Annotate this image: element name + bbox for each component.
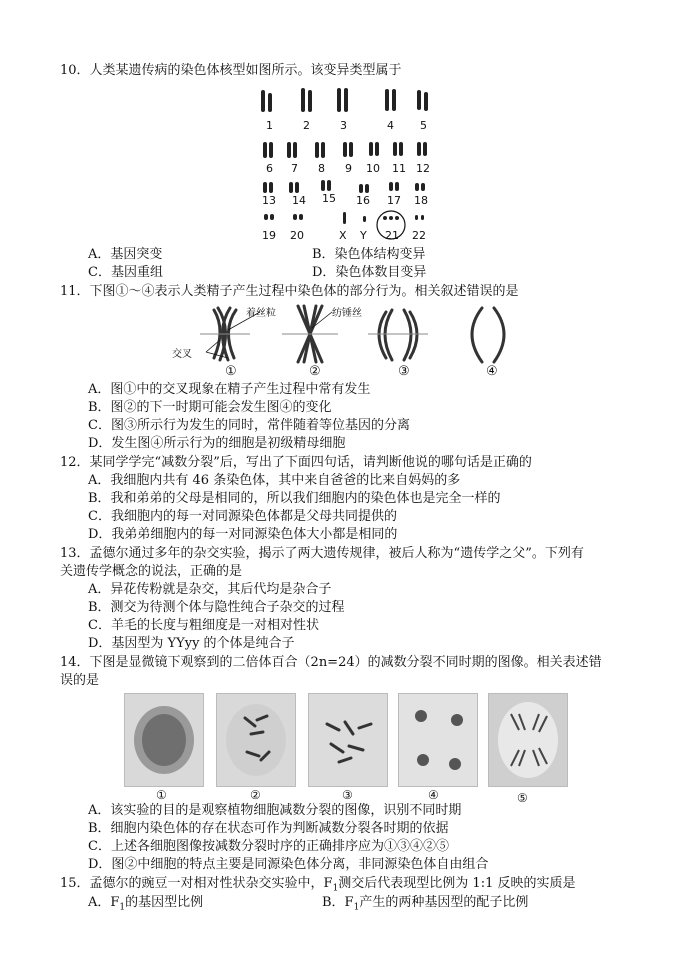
karyotype-label: 19 xyxy=(262,229,276,242)
figure-panel-label: ④ xyxy=(486,364,498,379)
q15-option-b-part: 产生的两种基因型的配子比例 xyxy=(359,895,529,910)
karyotype-label: 2 xyxy=(303,119,310,132)
q15-subscript: 1 xyxy=(353,902,360,913)
q11-option-c: C．图③所示行为发生的同时，常伴随着等位基因的分离 xyxy=(88,418,410,433)
q13-stem-line1: 13．孟德尔通过多年的杂交实验，揭示了两大遗传规律，被后人称为“遗传学之父”。下列有 xyxy=(60,546,584,561)
karyotype-label: 8 xyxy=(318,162,325,175)
karyotype-label: 4 xyxy=(387,119,394,132)
karyotype-label: 15 xyxy=(322,192,336,205)
crossover-label: 交叉 xyxy=(172,349,192,360)
micrograph-panel-1 xyxy=(124,693,204,787)
centromere-label: 着丝粒 xyxy=(246,308,276,319)
karyotype-label: 5 xyxy=(420,119,427,132)
q12-option-d: D．我弟弟细胞内的每一对同源染色体大小都是相同的 xyxy=(88,527,398,542)
q14-stem-line1: 14．下图是显微镜下观察到的二倍体百合（2n=24）的减数分裂不同时期的图像。相关表述错 xyxy=(60,655,602,670)
q13-option-a: A．异花传粉就是杂交，其后代均是杂合子 xyxy=(88,582,332,597)
micrograph-label: ③ xyxy=(342,788,353,802)
micrograph-label: ② xyxy=(250,788,261,802)
karyotype-label: 6 xyxy=(266,162,273,175)
q13-stem-line2: 关遗传学概念的说法，正确的是 xyxy=(60,564,243,579)
karyotype-label: Y xyxy=(360,229,367,242)
karyotype-label: 16 xyxy=(356,194,370,207)
q15-option-b-part: B．F xyxy=(322,895,354,910)
q14-option-c: C．上述各细胞图像按减数分裂时序的正确排序应为①③④②⑤ xyxy=(88,839,449,854)
karyotype-label: 18 xyxy=(414,194,428,207)
karyotype-label: X xyxy=(339,229,347,242)
figure-panel-label: ① xyxy=(225,364,237,379)
q15-stem-part: 15．孟德尔的豌豆一对相对性状杂交实验中，F xyxy=(60,876,333,891)
karyotype-label: 21 xyxy=(385,229,399,242)
q15-option-a-part: A．F xyxy=(88,895,120,910)
karyotype-label: 1 xyxy=(266,119,273,132)
q10-option-b: B．染色体结构变异 xyxy=(312,247,426,262)
karyotype-label: 13 xyxy=(262,194,276,207)
micrograph-label: ① xyxy=(156,788,167,802)
figure-panel-label: ③ xyxy=(398,364,410,379)
q13-option-b: B．测交为待测个体与隐性纯合子杂交的过程 xyxy=(88,600,345,615)
karyotype-label: 12 xyxy=(416,162,430,175)
micrograph-label: ⑤ xyxy=(517,791,528,805)
figure-panel-label: ② xyxy=(309,364,321,379)
q15-stem-part: 测交后代表现型比例为 1:1 反映的实质是 xyxy=(338,876,576,891)
karyotype-label: 20 xyxy=(290,229,304,242)
micrograph-panel-3 xyxy=(308,693,388,787)
q11-stem: 11．下图①～④表示人类精子产生过程中染色体的部分行为。相关叙述错误的是 xyxy=(60,284,519,299)
q14-option-d: D．图②中细胞的特点主要是同源染色体分离，非同源染色体自由组合 xyxy=(88,857,489,872)
karyotype-label: 22 xyxy=(412,229,426,242)
q12-option-c: C．我细胞内的每一对同源染色体都是父母共同提供的 xyxy=(88,509,397,524)
q15-subscript: 1 xyxy=(119,902,126,913)
q15-option-a-part: 的基因型比例 xyxy=(125,895,204,910)
q14-option-b: B．细胞内染色体的存在状态可作为判断减数分裂各时期的依据 xyxy=(88,821,449,836)
karyotype-label: 17 xyxy=(387,194,401,207)
q11-option-d: D．发生图④所示行为的细胞是初级精母细胞 xyxy=(88,436,346,451)
karyotype-label: 14 xyxy=(292,194,306,207)
q15-subscript: 1 xyxy=(332,883,339,894)
karyotype-label: 11 xyxy=(392,162,406,175)
q12-stem: 12．某同学学完“减数分裂”后，写出了下面四句话，请判断他说的哪句话是正确的 xyxy=(60,455,532,470)
karyotype-label: 10 xyxy=(366,162,380,175)
q15-option-a xyxy=(88,894,203,917)
micrograph-panel-4 xyxy=(398,693,478,787)
karyotype-label: 7 xyxy=(291,162,298,175)
q10-option-c: C．基因重组 xyxy=(88,265,163,280)
q12-option-a: A．我细胞内共有 46 条染色体，其中来自爸爸的比来自妈妈的多 xyxy=(88,473,461,488)
spindle-label: 纺锤丝 xyxy=(332,308,362,319)
micrograph-label: ④ xyxy=(428,788,439,802)
q15-option-b xyxy=(322,894,528,917)
karyotype-label: 3 xyxy=(340,119,347,132)
q13-option-d: D．基因型为 YYyy 的个体是纯合子 xyxy=(88,636,295,651)
micrograph-panel-2 xyxy=(216,693,296,787)
q14-option-a: A．该实验的目的是观察植物细胞减数分裂的图像，识别不同时期 xyxy=(88,803,462,818)
q10-option-d: D．染色体数目变异 xyxy=(312,265,427,280)
q11-option-b: B．图②的下一时期可能会发生图④的变化 xyxy=(88,400,332,415)
q10-option-a: A．基因突变 xyxy=(88,247,163,262)
micrograph-panel-5 xyxy=(488,693,568,787)
q12-option-b: B．我和弟弟的父母是相同的，所以我们细胞内的染色体也是完全一样的 xyxy=(88,491,501,506)
q10-stem: 10．人类某遗传病的染色体核型如图所示。该变异类型属于 xyxy=(60,63,402,78)
q14-stem-line2: 误的是 xyxy=(60,673,100,688)
karyotype-label: 9 xyxy=(345,162,352,175)
q13-option-c: C．羊毛的长度与粗细度是一对相对性状 xyxy=(88,618,319,633)
q11-option-a: A．图①中的交叉现象在精子产生过程中常有发生 xyxy=(88,382,371,397)
